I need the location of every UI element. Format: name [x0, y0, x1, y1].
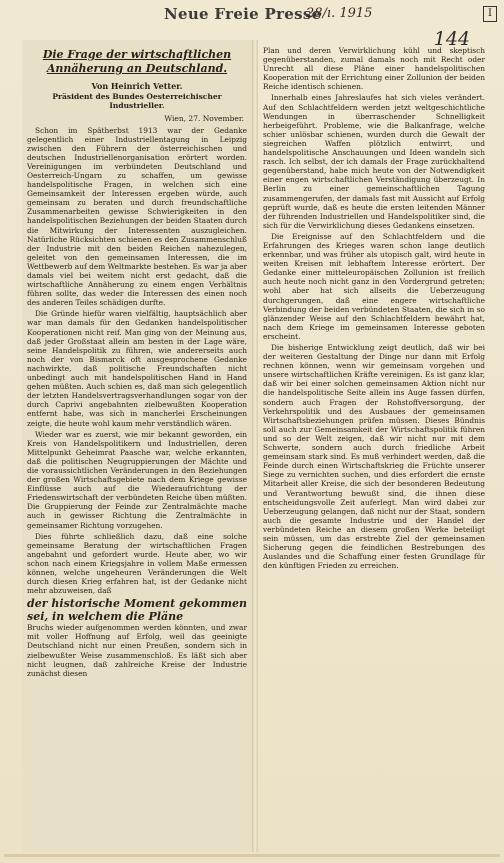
paragraph: Dies führte schließlich dazu, daß eine solche gemeinsame Beratung der wirtschaftlichen Fragen angebahnt und gefordert wurde. Heute aber, wo wir schon nach einem Kriegsjahre in vollem Maße ermessen können, welche ungeheuren Veränderungen die Welt durch diesen Krieg erfahren hat, ist der Gedanke nicht mehr abzuweisen, daß [27, 531, 247, 596]
article-author: Von Heinrich Vetter. [91, 80, 183, 91]
masthead: Neue Freie Presse [164, 5, 322, 23]
corner-mark: I [483, 6, 497, 22]
paragraph: Bruchs wieder aufgenommen werden könnten, und zwar mit voller Hoffnung auf Erfolg, weil das geeinigte Deutschland nicht nur einen Preußen, sondern sich in zielbewußter Weise zusammenschloß. Es läßt sich aber nicht leugnen, daß zahlreiche Kreise der Industrie zunächst diesen [27, 623, 247, 678]
left-body [27, 126, 247, 678]
clipping-header [0, 4, 504, 28]
article-right-column [258, 40, 490, 852]
handwritten-date: 28/ı. 1915 [306, 6, 373, 21]
article-title: Die Frage der wirtschaftlichen Annäherung an Deutschland. [42, 48, 232, 75]
paragraph: Schon im Spätherbst 1913 war der Gedanke gelegentlich einer Industriellentagung in Leipzig zwischen den Führern der österreichischen und deutschen Industriellenorganisation erörtert worden. Vereinigungen im verbündeten Deutschland und Oesterreich-Ungarn zu schaffen, um gewisse handelspolitische Fragen, in welchen sich eine Gemeinsamkeit der Interessen ergeben würde, auch gemeinsam zu beraten und durch freundschaftliche Zusammenarbeiten gewisse Schwierigkeiten in den handelspolitischen Beziehungen der beiden Staaten durch die Mitwirkung der Interessenten auszugleichen. Natürliche Rücksichten schienen es den Zusammenschluß der Industrie mit den beiden Reichen nahezulegen, geleitet von den gemeinsamen Interessen, die im Wettbewerb auf dem Weltmarkte bestehen. Es war ja aber damals viel bei weitem nicht erst gedacht, daß die wirtschaftliche Annäherung zu einem engen Verhältnis führen sollte, das weder die Interessen des einen noch des anderen Teiles schädigen durfte. [27, 125, 247, 308]
paragraph: Die Ereignisse auf den Schlachtfeldern und die Erfahrungen des Krieges waren schon lange deutlich erkennbar, und was früher als utopisch galt, wird heute in weiten Kreisen mit lebhaftem Interesse erörtert. Der Gedanke einer mitteleuropäischen Zollunion ist freilich auch heute noch nicht ganz in den Vordergrund getreten; wohl aber hat sich allseits die Ueberzeugung durchgerungen, daß eine engere wirtschaftliche Verbindung der beiden verbündeten Staaten, die sich in so glänzender Weise auf den Schlachtfeldern bewährt hat, nach dem Kriege im gemeinsamen Interesse geboten erscheint. [263, 231, 485, 341]
paragraph: Plan und deren Verwirklichung kühl und skeptisch gegenüberstanden, zumal damals noch mit Recht oder Unrecht all diese Pläne einer handelspolitischen Kooperation mit der Errichtung einer Zollunion der beiden Reiche identisch schienen. [263, 46, 485, 92]
page-number: 144 [433, 28, 470, 50]
paragraph: Die bisherige Entwicklung zeigt deutlich, daß wir bei der weiteren Gestaltung der Dinge nur dann mit Erfolg rechnen können, wenn wir gemeinsam vorgehen und unsere wirtschaftlichen Kräfte vereinigen. Es ist ganz klar, daß wir bei einer solchen gemeinsamen Aktion nicht nur die handelspolitische Seite allein ins Auge fassen dürfen, sondern auch Fragen der Rohstoffversorgung, der Verkehrspolitik und des Ausbaues der gemeinsamen Wirtschaftsbeziehungen prüfen müssen. Dieses Bündnis soll auch zur Gemeinsamkeit der Wirtschaftspolitik führen und so der Welt zeigen, daß wir nicht nur mit dem Schwerte, sondern auch durch friedliche Arbeit gemeinsam stark sind. Es muß verhindert werden, daß die Feinde durch einen Wirtschaftskrieg die Früchte unserer Siege zu vernichten suchen, und dies erfordert die ernste Mitarbeit aller Kreise, die sich der besonderen Bedeutung und Verantwortung bewußt sind, die ihnen diese entscheidungsvolle Zeit auferlegt. Man wird dabei zur Ueberzeugung gelangen, daß nicht nur der Staat, sondern auch die gesamte Industrie und der Handel der verbündeten Reiche an diesem großen Werke beteiligt sein müssen, um das erstrebte Ziel der gemeinsamen Sicherung gegen die feindlichen Bestrebungen des Auslandes und die Schaffung einer festen Grundlage für den künftigen Frieden zu erreichen. [263, 343, 485, 571]
paper-edge [4, 854, 500, 857]
paragraph: Wieder war es zuerst, wie mir bekannt geworden, ein Kreis von Handelspolitikern und Industriellen, deren Mittelpunkt Geheimrat Paasche war, welche erkannten, daß die politischen Neugruppierungen der Mächte und die voraussichtlichen Veränderungen in den Beziehungen der großen Wirtschaftsgebiete nach dem Kriege gewisse Einflüsse auch auf die Wiederaufrichtung der Friedenswirtschaft der verbündeten Reiche üben müßten. Die Gruppierung der Feinde zur Zentralmächte mache auch in gewisser Richtung die Zentralmächte in gemeinsamer Richtung vorzugehen. [27, 429, 247, 530]
dateline: Wien, 27. November. [164, 113, 244, 123]
emphasized-phrase: der historische Moment gekommen sei, in welchem die Pläne [27, 597, 247, 624]
right-body [263, 46, 485, 570]
author-position: Präsident des Bundes Oesterreichischer Industrieller. [52, 91, 222, 110]
paragraph: Die Gründe hiefür waren vielfältig, hauptsächlich aber war man damals für den Gedanken handelspolitischer Kooperationen nicht reif. Man ging von der Meinung aus, daß jeder Großstaat allein am besten in der Lage wäre, seine Handelspolitik zu führen, wie andererseits auch noch der von Bismarck oft ausgesprochene Gedanke nachwirkte, daß politische Freundschaften nicht unbedingt auch mit handelspolitischen Hand in Hand gehen müßten. Auch schien es, daß man sich gelegentlich der letzten Handelsvertragsverhandlungen sogar von der durch Caprivi angebahnten zielbewußten Kooperation entfernt habe, was sich in mancherlei Erscheinungen zeigte, die heute wohl kaum mehr verständlich wären. [27, 309, 247, 428]
paragraph: Innerhalb eines Jahreslaufes hat sich vieles verändert. Auf den Schlachtfeldern werden jetzt weltgeschichtliche Wendungen in überraschender Schnelligkeit herbeigeführt. Probleme, wie die Balkanfrage, welche schier unlösbar schienen, wurden durch die Gewalt der siegreichen Waffen plötzlich entwirrt, und handelspolitische Anschauungen und Ideen wandeln sich rasch. Ich selbst, der ich damals der Frage zurückhaltend gegenüberstand, habe mich heute von der Notwendigkeit einer engen wirtschaftlichen Verständigung überzeugt. In Berlin zu einer gemeinschaftlichen Tagung zusammengerufen, der damals fast mit Aussicht auf Erfolg geprüft wurde, daß es heute die ersten leitenden Männer der führenden Industriellen und Handelspolitiker sind, die sich für die Verwirklichung dieses Gedankens einsetzen. [263, 93, 485, 230]
article-left-column [22, 40, 252, 852]
